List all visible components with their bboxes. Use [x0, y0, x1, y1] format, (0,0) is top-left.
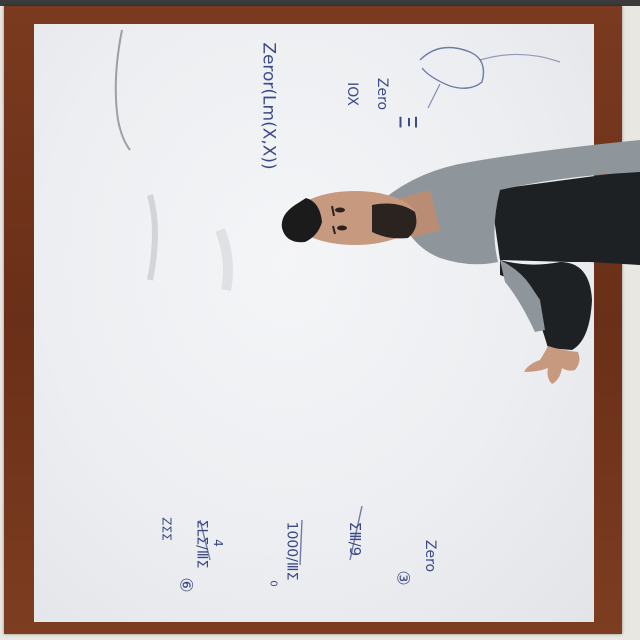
fraction-bar-center	[300, 520, 302, 565]
circled-mark: ③	[392, 570, 413, 586]
marker-loop	[420, 48, 484, 89]
hand	[524, 346, 579, 384]
note-top-2: IOX	[343, 82, 360, 106]
eye-left	[335, 208, 345, 213]
fraction-bar-left	[200, 520, 210, 560]
note-top-1: Zero	[374, 77, 391, 111]
eraser-smudge	[116, 30, 130, 150]
label-middle: Zero	[422, 539, 439, 573]
circled-mark-left: ⑥	[175, 577, 196, 593]
eye-right	[337, 226, 347, 231]
formula-top: Zeror(Lm(X,X))	[258, 42, 279, 170]
eraser-smudge-2	[150, 195, 155, 280]
fraction-bar-middle	[350, 506, 362, 560]
number-left: 4	[210, 539, 225, 547]
marker-tick	[428, 84, 440, 108]
fraction-left: ΣLΣ/ⅢΣ	[193, 519, 210, 569]
marker-line	[480, 54, 560, 62]
fraction-middle: ΣⅢ/9	[346, 521, 365, 557]
label-left: ZΣΣ	[159, 517, 174, 541]
mark-center: 0	[267, 580, 279, 587]
symbol-top: Ξ	[393, 114, 422, 130]
fraction-center: 1000/ⅢΣ	[283, 521, 300, 581]
eraser-smudge-3	[220, 230, 228, 290]
person	[282, 140, 640, 384]
